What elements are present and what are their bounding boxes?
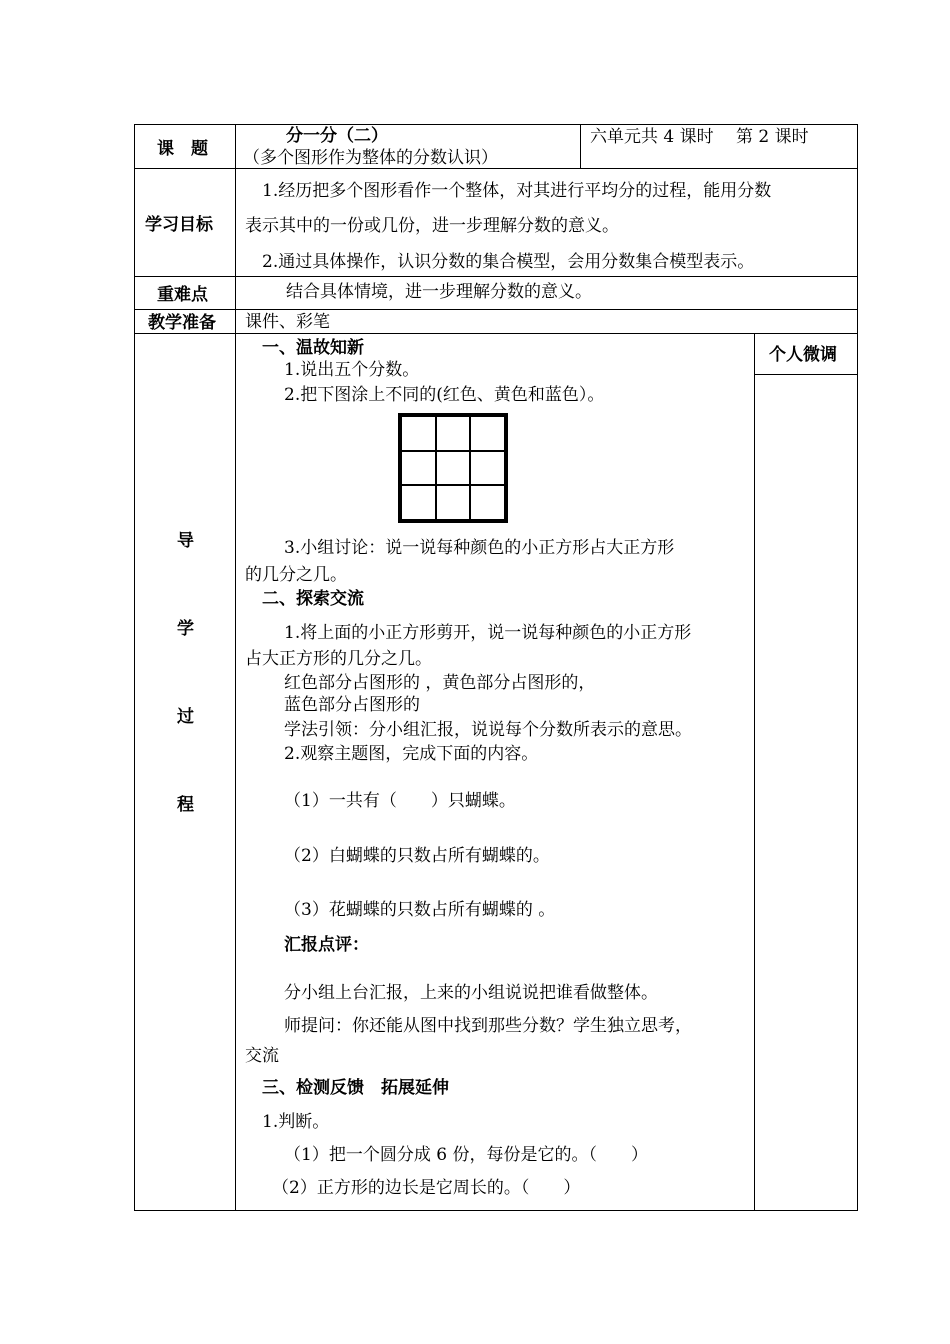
- table-border-right: [857, 124, 858, 1211]
- review-title: 汇报点评：: [284, 935, 369, 955]
- goal-line-1: 1.经历把多个图形看作一个整体，对其进行平均分的过程，能用分数: [262, 181, 772, 201]
- s2-red-yellow: 红色部分占图形的 ，黄色部分占图形的，: [284, 673, 596, 693]
- process-label-char-1: 导: [177, 531, 194, 551]
- s1-item-2: 2.把下图涂上不同的(红色、黄色和蓝色）。: [284, 385, 605, 405]
- table-border-left: [134, 124, 135, 1211]
- goal-line-3: 2.通过具体操作，认识分数的集合模型，会用分数集合模型表示。: [262, 252, 755, 272]
- lesson-subtitle: （多个图形作为整体的分数认识）: [243, 148, 498, 168]
- grid-cell: [401, 485, 436, 520]
- section-2-title: 二、探索交流: [262, 589, 364, 609]
- s1-item-3-line-b: 的几分之几。: [245, 565, 347, 585]
- prep-text: 课件、彩笔: [245, 312, 330, 332]
- s2-item-1-line-b: 占大正方形的几分之几。: [245, 649, 432, 669]
- label-column-divider: [235, 124, 236, 1211]
- key-points-text: 结合具体情境，进一步理解分数的意义。: [286, 282, 592, 302]
- s2-question-1: （1）一共有（ ）只蝴蝶。: [284, 791, 516, 811]
- lesson-schedule: 六单元共 4 课时 第 2 课时: [590, 127, 809, 147]
- side-notes-header: 个人微调: [769, 345, 837, 365]
- s2-method: 学法引领：分小组汇报，说说每个分数所表示的意思。: [284, 720, 692, 740]
- process-label-char-4: 程: [177, 795, 194, 815]
- process-label-char-2: 学: [177, 619, 194, 639]
- three-by-three-square-figure: [398, 413, 508, 523]
- table-border-top: [134, 124, 858, 125]
- process-label-char-3: 过: [177, 707, 194, 727]
- schedule-divider: [580, 124, 581, 169]
- grid-cell: [436, 485, 471, 520]
- s2-item-1-line-a: 1.将上面的小正方形剪开，说一说每种颜色的小正方形: [284, 623, 692, 643]
- s2-question-3: （3）花蝴蝶的只数占所有蝴蝶的 。: [284, 900, 556, 920]
- grid-cell: [436, 451, 471, 486]
- side-header-divider: [754, 374, 858, 375]
- grid-cell: [470, 416, 505, 451]
- s2-item-2: 2.观察主题图，完成下面的内容。: [284, 744, 539, 764]
- grid-cell: [470, 485, 505, 520]
- row-divider-3: [134, 309, 858, 310]
- key-points-label: 重难点: [157, 285, 208, 305]
- table-border-bottom: [134, 1210, 858, 1211]
- goals-label: 学习目标: [145, 215, 213, 235]
- row-divider-4: [134, 333, 858, 334]
- review-paragraph-2-line-a: 师提问：你还能从图中找到那些分数？学生独立思考，: [284, 1016, 692, 1036]
- side-column-divider: [754, 333, 755, 1211]
- lesson-title: 分一分（二）: [286, 126, 388, 146]
- section-3-title: 三、检测反馈 拓展延伸: [262, 1078, 449, 1098]
- review-paragraph-2-line-b: 交流: [245, 1046, 279, 1066]
- s3-item-1: 1.判断。: [262, 1112, 330, 1132]
- s1-item-1: 1.说出五个分数。: [284, 360, 420, 380]
- s2-question-2: （2）白蝴蝶的只数占所有蝴蝶的。: [284, 846, 550, 866]
- grid-cell: [436, 416, 471, 451]
- row-divider-1: [134, 168, 858, 169]
- row-divider-2: [134, 276, 858, 277]
- grid-cell: [401, 451, 436, 486]
- s3-question-1: （1）把一个圆分成 6 份，每份是它的。（ ）: [284, 1145, 648, 1165]
- s3-question-2: （2）正方形的边长是它周长的。（ ）: [272, 1178, 581, 1198]
- s2-blue: 蓝色部分占图形的: [284, 695, 420, 715]
- grid-cell: [401, 416, 436, 451]
- goal-line-2: 表示其中的一份或几份，进一步理解分数的意义。: [245, 216, 619, 236]
- s1-item-3-line-a: 3.小组讨论：说一说每种颜色的小正方形占大正方形: [284, 538, 675, 558]
- section-1-title: 一、温故知新: [262, 338, 364, 358]
- topic-label: 课 题: [157, 139, 208, 159]
- prep-label: 教学准备: [148, 313, 216, 333]
- review-paragraph-1: 分小组上台汇报，上来的小组说说把谁看做整体。: [284, 983, 658, 1003]
- grid-cell: [470, 451, 505, 486]
